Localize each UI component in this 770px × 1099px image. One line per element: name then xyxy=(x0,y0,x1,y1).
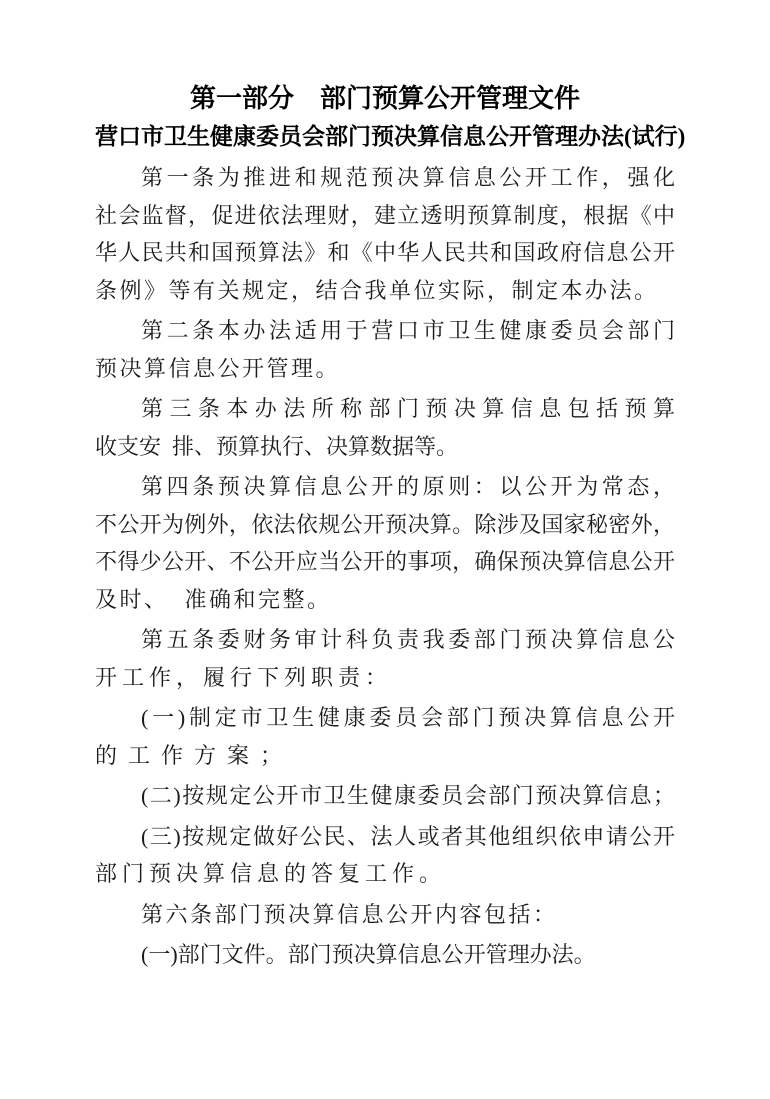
paragraph xyxy=(95,390,675,465)
paragraph xyxy=(95,699,675,774)
body-line: 第一条为推进和规范预决算信息公开工作，强化 xyxy=(141,165,675,190)
document-subtitle: 营口市卫生健康委员会部门预决算信息公开管理办法(试行) xyxy=(95,124,686,149)
document-title: 第一部分 部门预算公开管理文件 xyxy=(189,84,580,113)
body-line: (三)按规定做好公民、法人或者其他组织依申请公开 xyxy=(141,823,675,849)
body-line: 华人民共和国预算法》和《中华人民共和国政府信息公开 xyxy=(95,240,675,265)
body-line: (二)按规定公开市卫生健康委员会部门预决算信息； xyxy=(141,783,675,808)
body-line: (一)制定市卫生健康委员会部门预决算信息公开 xyxy=(141,705,675,730)
paragraph xyxy=(95,818,675,893)
body-line: 社会监督，促进依法理财，建立透明预算制度，根据《中 xyxy=(95,202,675,228)
body-line: (一)部门文件。部门预决算信息公开管理办法。 xyxy=(141,942,596,967)
paragraph xyxy=(95,468,675,618)
body-line: 不公开为例外，依法依规公开预决算。除涉及国家秘密外， xyxy=(95,511,675,537)
body-line: 条例》等有关规定，结合我单位实际，制定本办法。 xyxy=(95,277,659,303)
body-line: 第三条本办法所称部门预决算信息包括预算 xyxy=(141,396,675,421)
body-line: 开工作，履行下列职责： xyxy=(95,664,393,690)
body-line: 的工作方案； xyxy=(95,742,294,768)
body-line: 第六条部门预决算信息公开内容包括： xyxy=(141,901,558,927)
body-line: 收支安 排、预算执行、决算数据等。 xyxy=(95,433,459,459)
paragraph xyxy=(95,159,675,309)
paragraph xyxy=(95,312,675,387)
paragraph xyxy=(95,936,675,974)
body-line: 第五条委财务审计科负责我委部门预决算信息公 xyxy=(141,627,675,652)
body-line: 第二条本办法适用于营口市卫生健康委员会部门 xyxy=(141,318,675,343)
body-line: 第四条预决算信息公开的原则：以公开为常态， xyxy=(141,474,675,499)
paragraph xyxy=(95,896,675,934)
body-line: 及时、 准确和完整。 xyxy=(95,586,332,612)
body-line: 部门预决算信息的答复工作。 xyxy=(95,861,447,886)
body-line: 预决算信息公开管理。 xyxy=(95,355,341,381)
paragraph xyxy=(95,621,675,696)
paragraph xyxy=(95,777,675,815)
body-line: 不得少公开、不公开应当公开的事项，确保预决算信息公开 xyxy=(95,549,675,574)
document-body xyxy=(95,159,675,974)
